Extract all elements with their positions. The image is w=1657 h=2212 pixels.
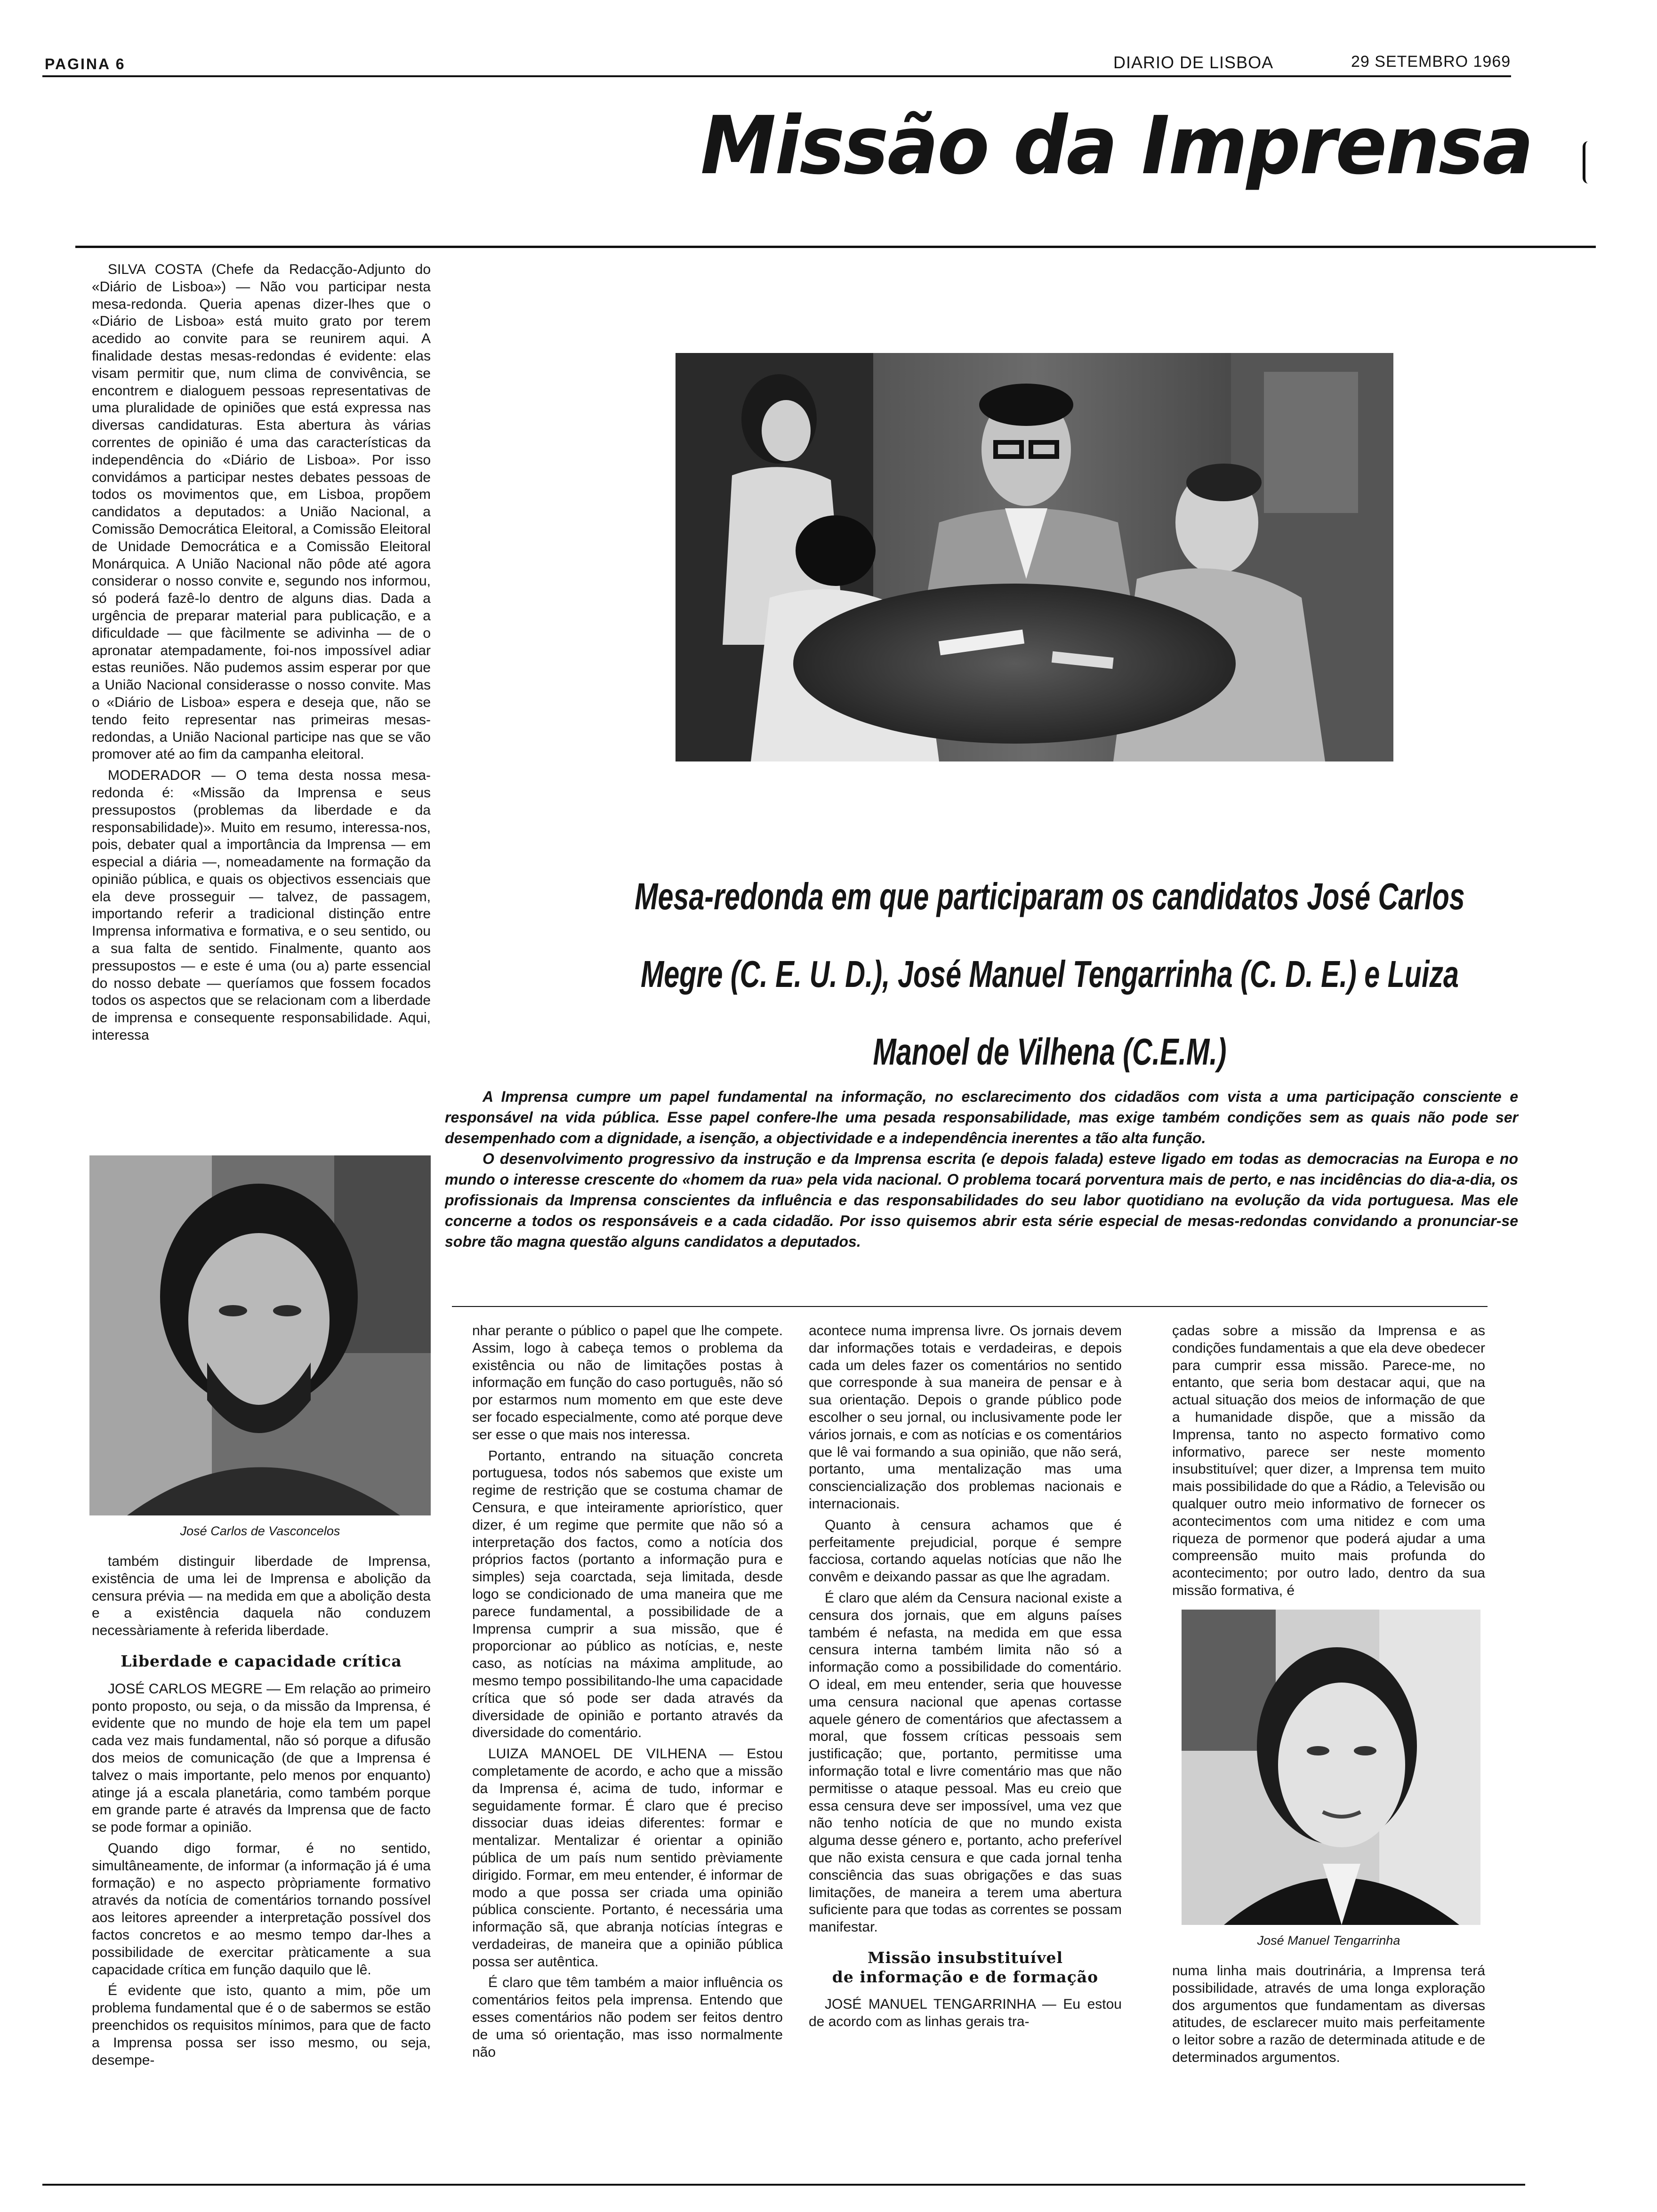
vilhena-paragraph-2: É claro que têm também a maior influência os comentários feitos pela imprensa. Entendo que esses comentários não podem ser feitos dentro de uma só orientação, mas isso normalmente não	[472, 1975, 783, 2060]
tengarrinha-continuation-paragraph: çadas sobre a missão da Imprensa e as condições fundamentais a que ela deve obedecer para cumprir essa missão. Parece-me, no entanto, que seria bom destacar aqui, que na actual situação dos meios de informação de que a humanidade dispõe, que a missão da Imprensa, tanto no aspecto formativo como informativo, parece ser neste momento insubstituível; quer dizer, a Imprensa tem muito mais possibilidade do que a Rádio, a Televisão ou qualquer outro meio informativo de fornecer os acontecimentos com uma nitidez e com uma riqueza de pormenor que poderá ajudar a uma compreensão muito mais profunda do acontecimento; por outro lado, dentro da sua missão formativa, é	[1172, 1323, 1485, 1598]
portrait-vasconcelos	[89, 1155, 431, 1515]
vilhena-censura-interna-paragraph: É claro que além da Censura nacional existe a censura dos jornais, que em alguns países também é nefasta, na medida em que essa censura interna também limita não só a informação como a possibilidade do comentário. O ideal, em meu entender, seria que houvesse uma censura nacional que apenas cortasse aquele género de comentários que afectassem a moral, que fossem críticas pessoais sem justificação; que, portanto, permitisse uma informação total e livre comentário mas que não permitisse o ataque pessoal. Mas eu creio que essa censura deve ser impossível, uma vez que não tenho notícia de que no mundo exista alguma desse género e, portanto, acho preferível que não exista censura e que cada jornal tenha consciência das suas obrigações e das suas limitações, de maneira a terem uma abertura suficiente para que todas as correntes se possam manifestar.	[809, 1590, 1122, 1935]
lead-paragraph-1: A Imprensa cumpre um papel fundamental na informação, no esclarecimento dos cidadãos com vista a uma participação consciente e responsável na vida pública. Esse papel confere-lhe uma pesada responsabilidade, mas exige também condições sem as quais não pode ser desempenhado com a dignidade, a isenção, a objectividade e a independência inerentes a tão alta função.	[445, 1088, 1518, 1146]
newspaper-name: DIARIO DE LISBOA	[1113, 53, 1274, 72]
article-lead	[445, 1086, 1518, 1298]
caption-vasconcelos: José Carlos de Vasconcelos	[180, 1524, 340, 1538]
page-headline: Missão da Imprensa	[700, 99, 1532, 192]
section-heading-missao-line-2: de informação e de formação	[832, 1967, 1099, 1986]
column-4-bottom	[1172, 1963, 1485, 2132]
column-2	[472, 1322, 783, 2123]
vilhena-continuation-paragraph: acontece numa imprensa livre. Os jornais devem dar informações totais e verdadeiras, e depois cada um deles fazer os comentários no sentido que corresponde à sua maneira de pensar e à sua orientação. Depois o grande público pode escolher o seu jornal, ou inclusivamente pode ler vários jornais, e com as notícias e os comentários que lê vai formando a sua opinião, que não será, portanto, uma mentalização mas uma consciencialização dos problemas nacionais e internacionais.	[809, 1323, 1122, 1512]
article-subtitle-line-3: Manoel de Vilhena (C.E.M.)	[873, 1031, 1227, 1073]
caption-tengarrinha: José Manuel Tengarrinha	[1257, 1933, 1400, 1948]
section-heading-missao: Missão insubstituível	[867, 1948, 1063, 1967]
liberdade-intro-paragraph: também distinguir liberdade de Imprensa, existência de uma lei de Imprensa e abolição da censura prévia — na medida em que a abolição desta e a existência daquela não conduzem necessàriamente à referida liberdade.	[92, 1554, 431, 1639]
megre-censura-paragraph: Portanto, entrando na situação concreta portuguesa, todos nós sabemos que existe um regime de restrição que se costuma chamar de Censura, e que inteiramente apriorístico, quer dizer, é um regime que permite que não só a interpretação dos factos, como a notícia dos próprios factos (portanto a informação pura e simples) seja coarctada, seja limitada, desde logo se condicionado de uma maneira que me parece fundamental, a possibilidade de a Imprensa cumprir a sua missão, que é proporcionar ao público as notícias, e, neste caso, as notícias na máxima amplitude, ao mesmo tempo possibilitando-lhe uma capacidade crítica que só pode ser dada através da diversidade de opinião e portanto através da diversidade do comentário.	[472, 1448, 783, 1741]
megre-paragraph-1: JOSÉ CARLOS MEGRE — Em relação ao primeiro ponto proposto, ou seja, o da missão da Imprensa, é evidente que no mundo de hoje ela tem um papel cada vez mais fundamental, não só porque a difusão dos meios de comunicação (de que a Imprensa é talvez o mais importante, pelo menos por enquanto) atinge já a escala planetária, como também porque em grande parte é através da Imprensa que de facto se pode formar a opinião.	[92, 1681, 431, 1835]
column-3	[809, 1322, 1122, 2123]
megre-paragraph-2: Quando digo formar, é no sentido, simultâneamente, de informar (a informação já é uma formação) e no aspecto pròpriamente formativo através da notícia de comentários tornando possível aos leitores apreender a interpretação possível dos factos concretos e ao mesmo tempo dar-lhes a possibilidade de exercitar pràticamente a sua capacidade crítica em função daquilo que lê.	[92, 1840, 431, 1978]
page-number: PAGINA 6	[45, 56, 126, 72]
tengarrinha-paragraph-1: JOSÉ MANUEL TENGARRINHA — Eu estou de acordo com as linhas gerais tra-	[809, 1996, 1122, 2030]
issue-date: 29 SETEMBRO 1969	[1351, 53, 1511, 71]
headline-bracket-mark	[1583, 141, 1590, 184]
column-1-bottom	[92, 1553, 431, 2146]
article-subtitle-line-2: Megre (C. E. U. D.), José Manuel Tengarrinha (C. D. E.) e Luiza	[641, 953, 1459, 995]
silva-costa-paragraph: SILVA COSTA (Chefe da Redacção-Adjunto do «Diário de Lisboa») — Não vou participar nesta mesa-redonda. Queria apenas dizer-lhes que o «Diário de Lisboa» está muito grato por terem acedido ao convite para se reunirem aqui. A finalidade destas mesas-redondas é evidente: elas visam permitir que, num clima de convivência, se encontrem e dialoguem pessoas representativas de uma pluralidade de opiniões que está expressa nas diversas candidaturas. Esta abertura às várias correntes de opinião é uma das características da independência do «Diário de Lisboa». Por isso convidámos a participar nestes debates pessoas de todos os movimentos que, em Lisboa, propõem candidatos a deputados: a União Nacional, a Comissão Democrática Eleitoral, a Comissão Eleitoral de Unidade Democrática e a Comissão Eleitoral Monárquica. A União Nacional não pôde até agora considerar o nosso convite e, segundo nos informou, só poderá fazê-lo dentro de alguns dias. Dada a urgência de preparar material para publicação, e a dificuldade — que fàcilmente se adivinha — de o apronatar atempadamente, foi-nos impossível adiar estas reuniões. Não pudemos assim esperar por que a União Nacional considerasse o nosso convite. Mas o «Diário de Lisboa» espera e deseja que, não se tendo feito representar nas primeiras mesas-redondas, a União Nacional participe nas que se vão promover até ao fim da campanha eleitoral.	[92, 262, 431, 762]
vilhena-paragraph-1: LUIZA MANOEL DE VILHENA — Estou completamente de acordo, e acho que a missão da Imprensa é, acima de tudo, informar e seguidamente formar. É claro que é preciso dissociar duas ideias diferentes: formar e mentalizar. Mentalizar é orientar a opinião pública de um país num sentido prèviamente dirigido. Formar, em meu entender, é informar de modo a que possa ser criada uma opinião pública consciente. Portanto, é necessária uma informação sã, que abranja notícias íntegras e verdadeiras, de maneira que a opinião pública possa ser autêntica.	[472, 1746, 783, 1970]
column-1-top	[92, 261, 431, 1165]
column-4-top	[1172, 1322, 1485, 1605]
portrait-tengarrinha	[1182, 1610, 1480, 1925]
megre-continuation-paragraph: nhar perante o público o papel que lhe compete. Assim, logo à cabeça temos o problema da existência ou não de limitações postas à informação em função do caso português, não só por estarmos num momento em que este deve ser focado especialmente, como até porque deve ser esse o que mais nos interessa.	[472, 1323, 783, 1443]
megre-paragraph-3: É evidente que isto, quanto a mim, põe um problema fundamental que é o de sabermos se estão preenchidos os requisitos mínimos, para que de facto a Imprensa possa ser isso mesmo, ou seja, desempe-	[92, 1983, 431, 2068]
header-rule	[75, 246, 1596, 248]
vilhena-censura-paragraph: Quanto à censura achamos que é perfeitamente prejudicial, porque é sempre facciosa, cortando aquelas notícias que não lhe convêm e deixando passar as que lhe agradam.	[809, 1517, 1122, 1585]
lead-bottom-rule	[452, 1306, 1488, 1307]
lead-paragraph-2: O desenvolvimento progressivo da instrução e da Imprensa escrita (e depois falada) esteve ligado em todas as democracias na Europa e no mundo o interesse crescente do «homem da rua» pela vida nacional. O problema tocará porventura mais de perto, e nas incidências do dia-a-dia, os profissionais da Imprensa conscientes da influência e das responsabilidades do seu labor quotidiano na evolução da vida portuguesa. Mas ele concerne a todos os responsáveis e a cada cidadão. Por isso quisemos abrir esta série especial de mesas-redondas convidando a pronunciar-se sobre tão magna questão alguns candidatos a deputados.	[445, 1150, 1518, 1250]
round-table-photo	[676, 353, 1393, 761]
masthead-rule	[42, 75, 1511, 77]
footer-rule	[42, 2184, 1525, 2186]
section-heading-liberdade: Liberdade e capacidade crítica	[121, 1651, 402, 1670]
article-subtitle-line-1: Mesa-redonda em que participaram os candidatos José Carlos	[635, 875, 1465, 917]
moderador-paragraph: MODERADOR — O tema desta nossa mesa-redonda é: «Missão da Imprensa e seus pressupostos (problemas da liberdade e da responsabilidade)». Muito em resumo, interessa-nos, pois, debater qual a importância da Imprensa — em especial a diária —, nomeadamente na formação da opinião pública, e quais os objectivos essenciais que ela deve prosseguir — talvez, de passagem, importando referir a tradicional distinção entre Imprensa informativa e formativa, e o seu sentido, ou a sua falta de sentido. Finalmente, quanto aos pressupostos — e este é uma (ou a) parte essencial do nosso debate — queríamos que fossem focados todos os aspectos que se relacionam com a liberdade de imprensa e consequente responsabilidade. Aqui, interessa	[92, 768, 431, 1043]
tengarrinha-paragraph-2: numa linha mais doutrinária, a Imprensa terá possibilidade, através de uma longa exploração dos argumentos que fundamentam as diversas atitudes, de esclarecer muito mais perfeitamente o leitor sobre a razão de determinada atitude e de determinados argumentos.	[1172, 1963, 1485, 2065]
